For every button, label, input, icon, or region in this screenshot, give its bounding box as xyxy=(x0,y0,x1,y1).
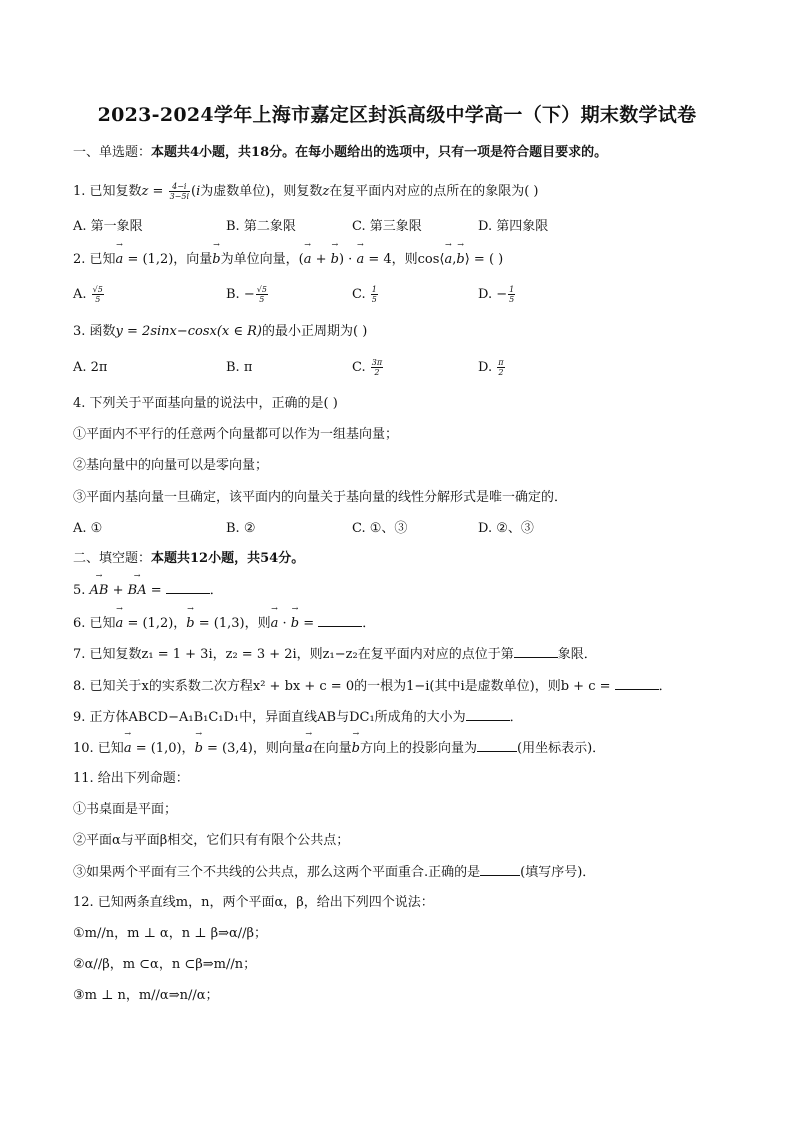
q4-option-a: A. ① xyxy=(73,521,103,536)
answer-blank xyxy=(166,580,210,594)
page-title: 2023-2024学年上海市嘉定区封浜高级中学高一（下）期末数学试卷 xyxy=(97,104,697,126)
q4-option-d: D. ②、③ xyxy=(478,521,534,536)
q12-statement-2: ②α//β，m ⊂α，n ⊂β⇒m//n； xyxy=(73,957,257,972)
q4-option-c: C. ①、③ xyxy=(352,521,408,536)
q3-option-d: D. $\frac{\pi}{2}$ xyxy=(478,358,504,377)
section-fill-blank: 二、填空题：本题共12小题，共54分。 xyxy=(73,551,305,566)
question-7: 7. 已知复数z₁ = 1 + 3i，z₂ = 3 + 2i，则z₁−z₂在复平面内对应的点位于第 象限． xyxy=(73,644,597,665)
question-3: 3. 函数y = 2sinx−cosx(x ∈ R)的最小正周期为( ) xyxy=(73,324,368,339)
q4-statement-3: ③平面内基向量一旦确定，该平面内的向量关于基向量的线性分解形式是唯一确定的． xyxy=(73,490,568,505)
q1-option-d: D. 第四象限 xyxy=(478,219,549,234)
section-single-choice xyxy=(73,143,607,163)
section-desc: 本题共4小题，共18分。在每小题给出的选项中，只有一项是符合题目要求的。 xyxy=(151,145,608,160)
q3-option-b: B. π xyxy=(226,360,253,375)
question-9: 9. 正方体ABCD−A₁B₁C₁D₁中，异面直线AB与DC₁所成角的大小为 ． xyxy=(73,707,523,728)
answer-blank xyxy=(480,862,520,876)
question-10: 10. 已知→ a = (1,0)，→ b = (3,4)，则向量→ a在向量→ b方向上的投影向量为 (用坐标表示)． xyxy=(73,738,605,759)
q4-statement-2: ②基向量中的向量可以是零向量； xyxy=(73,458,269,473)
section-label: 一、单选题： xyxy=(73,145,152,160)
question-1: 1. 已知复数z = $\frac{4-i}{3-5i}$ (i为虚数单位)，则复数z在复平面内对应的点所在的象限为( ) xyxy=(73,182,539,201)
q1-option-a: A. 第一象限 xyxy=(73,219,143,234)
answer-blank xyxy=(477,738,517,752)
q12-statement-3: ③m ⊥ n，m//α⇒n//α； xyxy=(73,988,219,1003)
question-11: 11. 给出下列命题： xyxy=(73,771,189,786)
question-6: 6. 已知→ a = (1,2)，→ b = (1,3)，则→ a · → b = ． xyxy=(73,613,375,634)
question-4: 4. 下列关于平面基向量的说法中，正确的是( ) xyxy=(73,396,338,411)
q11-statement-1: ①书桌面是平面； xyxy=(73,802,178,817)
q4-option-b: B. ② xyxy=(226,521,256,536)
q3-option-c: C. $\frac{3\pi}{2}$ xyxy=(352,358,383,377)
q3-option-a: A. 2π xyxy=(73,360,108,375)
q1-option-c: C. 第三象限 xyxy=(352,219,422,234)
question-8: 8. 已知关于x的实系数二次方程x² + bx + c = 0的一根为1−i(其中i是虚数单位)，则b + c = ． xyxy=(73,676,672,697)
q2-option-c: C. $\frac{1}{5}$ xyxy=(352,285,377,304)
q12-statement-1: ①m//n，m ⊥ α，n ⊥ β⇒α//β； xyxy=(73,926,268,941)
q2-option-d: D. − $\frac{1}{5}$ xyxy=(478,285,515,304)
q4-statement-1: ①平面内不平行的任意两个向量都可以作为一组基向量； xyxy=(73,427,399,442)
fraction: $\frac{4-i}{3-5i}$ xyxy=(169,182,190,201)
answer-blank xyxy=(615,676,659,690)
q2-option-a: A. $\frac{√5}{5}$ xyxy=(73,285,103,304)
question-2: 2. 已知→ a = (1,2)，向量→ b为单位向量，(→ a + → b) · → a = 4，则cos⟨→ a,→ b⟩ = ( ) xyxy=(73,250,503,270)
q11-statement-3: ③如果两个平面有三个不共线的公共点，那么这两个平面重合.正确的是 (填写序号)． xyxy=(73,862,595,883)
question-12: 12. 已知两条直线m，n，两个平面α，β，给出下列四个说法： xyxy=(73,895,434,910)
q1-option-b: B. 第二象限 xyxy=(226,219,296,234)
q11-statement-2: ②平面α与平面β相交，它们只有有限个公共点； xyxy=(73,833,350,848)
q2-option-b: B. − $\frac{√5}{5}$ xyxy=(226,285,267,304)
answer-blank xyxy=(318,613,362,627)
question-5: 5. → AB + → BA = ． xyxy=(73,580,223,601)
answer-blank xyxy=(466,707,510,721)
answer-blank xyxy=(514,644,558,658)
